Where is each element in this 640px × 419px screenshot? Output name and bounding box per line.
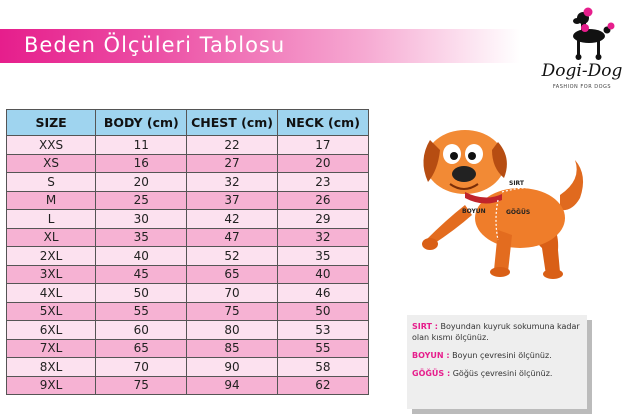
cell-chest: 90	[187, 358, 277, 377]
table-row	[7, 136, 369, 155]
cell-chest: 70	[187, 284, 277, 303]
table-row	[7, 321, 369, 340]
label-gogus: GÖĞÜS	[506, 209, 531, 216]
cell-chest: 47	[187, 228, 277, 247]
table-row	[7, 339, 369, 358]
cell-body: 40	[96, 247, 187, 266]
header-neck: NECK (cm)	[277, 110, 368, 136]
table-row	[7, 302, 369, 321]
cell-chest: 27	[187, 154, 277, 173]
cell-neck: 46	[277, 284, 368, 303]
cell-body: 20	[96, 173, 187, 192]
table-row	[7, 154, 369, 173]
cell-size: S	[7, 173, 96, 192]
cell-size: XL	[7, 228, 96, 247]
cell-size: 8XL	[7, 358, 96, 377]
cell-size: 5XL	[7, 302, 96, 321]
cell-size: 4XL	[7, 284, 96, 303]
cell-chest: 65	[187, 265, 277, 284]
cell-neck: 26	[277, 191, 368, 210]
cell-body: 35	[96, 228, 187, 247]
cell-neck: 62	[277, 376, 368, 395]
poodle-icon	[525, 6, 635, 66]
cell-chest: 75	[187, 302, 277, 321]
cell-size: 6XL	[7, 321, 96, 340]
table-row	[7, 247, 369, 266]
cell-body: 16	[96, 154, 187, 173]
table-header-row	[7, 110, 369, 136]
cell-chest: 94	[187, 376, 277, 395]
cell-size: 9XL	[7, 376, 96, 395]
legend-key: BOYUN :	[412, 351, 450, 360]
cell-size: 2XL	[7, 247, 96, 266]
cell-body: 60	[96, 321, 187, 340]
cell-body: 70	[96, 358, 187, 377]
cell-body: 45	[96, 265, 187, 284]
legend-key: GÖĞÜS :	[412, 369, 451, 378]
measurement-legend	[407, 315, 587, 409]
legend-text: Boyundan kuyruk sokumuna kadar olan kısmı ölçünüz.	[412, 322, 580, 342]
dogi-dog-logo	[525, 6, 635, 106]
cell-chest: 32	[187, 173, 277, 192]
cell-size: 3XL	[7, 265, 96, 284]
legend-text: Göğüs çevresini ölçünüz.	[452, 369, 553, 378]
header-chest: CHEST (cm)	[187, 110, 277, 136]
table-row	[7, 284, 369, 303]
dog-measurement-diagram	[410, 120, 600, 285]
cell-body: 75	[96, 376, 187, 395]
cell-body: 55	[96, 302, 187, 321]
cell-neck: 29	[277, 210, 368, 229]
logo-name: Dogi-Dog	[541, 61, 623, 81]
cell-neck: 53	[277, 321, 368, 340]
table-row	[7, 228, 369, 247]
table-row	[7, 358, 369, 377]
logo-subtitle: FASHION FOR DOGS	[552, 84, 612, 90]
cell-body: 30	[96, 210, 187, 229]
legend-text: Boyun çevresini ölçünüz.	[452, 351, 552, 360]
cell-neck: 58	[277, 358, 368, 377]
cell-chest: 52	[187, 247, 277, 266]
cell-size: M	[7, 191, 96, 210]
legend-item-gogus	[412, 368, 582, 379]
cell-size: XS	[7, 154, 96, 173]
cell-body: 11	[96, 136, 187, 155]
legend-item-boyun	[412, 350, 582, 361]
cell-chest: 37	[187, 191, 277, 210]
cell-neck: 35	[277, 247, 368, 266]
cell-chest: 80	[187, 321, 277, 340]
page-title: Beden Ölçüleri Tablosu	[24, 33, 286, 57]
label-sirt: SIRT	[509, 180, 524, 187]
header-body: BODY (cm)	[96, 110, 187, 136]
cell-size: XXS	[7, 136, 96, 155]
cell-neck: 23	[277, 173, 368, 192]
legend-key: SIRT :	[412, 322, 438, 331]
cell-neck: 17	[277, 136, 368, 155]
table-row	[7, 376, 369, 395]
dog-illustration-icon	[410, 120, 600, 285]
cell-chest: 85	[187, 339, 277, 358]
legend-item-sirt	[412, 321, 582, 343]
table-row	[7, 265, 369, 284]
table-body	[7, 136, 369, 395]
cell-size: 7XL	[7, 339, 96, 358]
cell-neck: 50	[277, 302, 368, 321]
table-row	[7, 173, 369, 192]
cell-neck: 32	[277, 228, 368, 247]
table-row	[7, 191, 369, 210]
cell-chest: 22	[187, 136, 277, 155]
cell-body: 50	[96, 284, 187, 303]
header-size: SIZE	[7, 110, 96, 136]
cell-neck: 20	[277, 154, 368, 173]
cell-size: L	[7, 210, 96, 229]
cell-neck: 55	[277, 339, 368, 358]
cell-neck: 40	[277, 265, 368, 284]
cell-body: 25	[96, 191, 187, 210]
label-boyun: BOYUN	[462, 208, 486, 215]
cell-body: 65	[96, 339, 187, 358]
table-row	[7, 210, 369, 229]
cell-chest: 42	[187, 210, 277, 229]
size-table	[6, 109, 369, 395]
